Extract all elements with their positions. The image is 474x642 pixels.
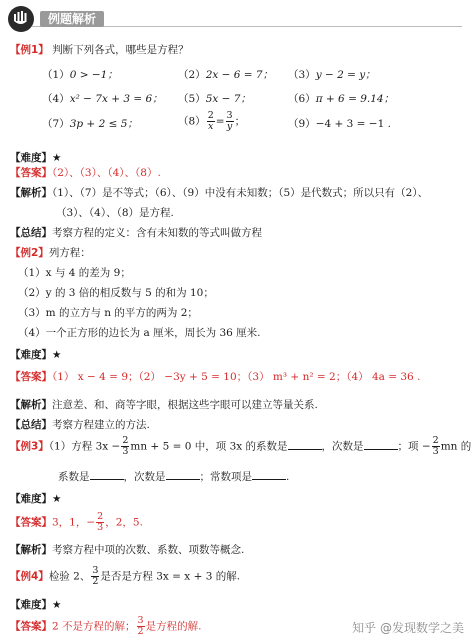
star-icon: ★	[52, 493, 62, 505]
ex1-answer: 【答案】（2）、（3）、（4）、（8）.	[10, 167, 161, 179]
answer-blank	[364, 439, 398, 450]
ex1-analysis-cont: （3）、（4）、（8）是方程.	[56, 207, 174, 219]
star-icon: ★	[52, 152, 62, 164]
fraction: $\frac{2}{3}$	[97, 511, 104, 533]
ex1-item: （9）−4 + 3 = −1 .	[288, 118, 391, 130]
ex2-difficulty: 【难度】★	[10, 349, 62, 361]
ex2-question: 【例2】列方程：	[10, 247, 91, 259]
ex3-analysis: 【解析】考察方程中项的次数、系数、项数等概念.	[10, 544, 245, 556]
answer-blank	[166, 469, 200, 480]
ex1-item: （1）0 > −1；	[42, 69, 118, 81]
ex3-difficulty: 【难度】★	[10, 493, 62, 505]
ex1-item: （5）5x − 7；	[178, 93, 251, 105]
ex2-answer: 【答案】（1） x − 4 = 9；（2） −3y + 5 = 10；（3） m³ + n² = 2；（4） 4a = 36 .	[10, 371, 421, 383]
answer-blank	[90, 469, 124, 480]
ex1-prompt: 判断下列各式，哪些是方程？	[52, 44, 189, 56]
star-icon: ★	[52, 599, 62, 611]
ex4-question: 【例4】检验 2、 $\frac{3}{2}$ 是否是方程 3x = x + 3 的解.	[10, 565, 241, 587]
ex1-difficulty: 【难度】★	[10, 152, 62, 164]
fraction: $\frac{2}{3}$	[432, 435, 439, 457]
ex2-item: （4）一个正方形的边长为 a 厘米，周长为 36 厘米.	[18, 327, 261, 339]
ex1-item: （4）x² − 7x + 3 = 6；	[42, 93, 163, 105]
star-icon: ★	[52, 349, 62, 361]
answer-blank	[252, 469, 286, 480]
ex1-question	[10, 43, 189, 57]
ex2-summary: 【总结】考察方程建立的方法.	[10, 419, 150, 431]
fraction: $\frac{3}{y}$	[226, 110, 233, 132]
ex2-item: （2）y 的 3 倍的相反数与 5 的和为 10；	[18, 287, 214, 299]
section-header	[8, 6, 466, 34]
ex4-answer: 【答案】2 不是方程的解； $\frac{3}{2}$ 是方程的解.	[10, 615, 202, 637]
ex1-tag: 【例1】	[10, 44, 49, 56]
ex1-item: （2）2x − 6 = 7；	[178, 69, 274, 81]
ex1-analysis: 【解析】（1）、（7）是不等式；（6）、（9）中没有未知数；（5）是代数式；所以只有（2）、	[10, 187, 429, 199]
ex4-difficulty: 【难度】★	[10, 599, 62, 611]
ex1-item: （3）y − 2 = y；	[288, 69, 376, 81]
ex3-question-cont: 系数是 ，次数是 ；常数项是 .	[58, 471, 290, 483]
ex3-question: 【例3】（1）方程 3x − $\frac{2}{3}$ mn + 5 = 0 中，项 3x 的系数是 ，次数是 ；项 − $\frac{2}{3}$ mn 的	[10, 435, 472, 457]
fraction: $\frac{3}{2}$	[92, 565, 99, 587]
ex3-answer: 【答案】3，1，− $\frac{2}{3}$ ，2，5.	[10, 511, 143, 533]
watermark: 知乎 @发现数学之美	[352, 621, 464, 635]
ex1-summary: 【总结】考察方程的定义：含有未知数的等式叫做方程	[10, 227, 262, 239]
fraction: $\frac{2}{3}$	[122, 435, 129, 457]
logo-icon	[8, 6, 34, 32]
section-title: 例题解析	[40, 11, 104, 27]
ex1-item: （8） $\frac{2}{x}$ = $\frac{3}{y}$ ；	[178, 110, 246, 132]
fraction: $\frac{3}{2}$	[137, 615, 144, 637]
ex1-item: （6）π + 6 = 9.14；	[288, 93, 395, 105]
ex2-analysis: 【解析】注意差、和、商等字眼，根据这些字眼可以建立等量关系.	[10, 399, 318, 411]
ex1-item: （7）3p + 2 ≤ 5；	[42, 118, 138, 130]
ex2-item: （1）x 与 4 的差为 9；	[18, 267, 131, 279]
ex2-item: （3）m 的立方与 n 的平方的两为 2；	[18, 307, 198, 319]
fraction: $\frac{2}{x}$	[207, 110, 214, 132]
answer-blank	[288, 439, 322, 450]
